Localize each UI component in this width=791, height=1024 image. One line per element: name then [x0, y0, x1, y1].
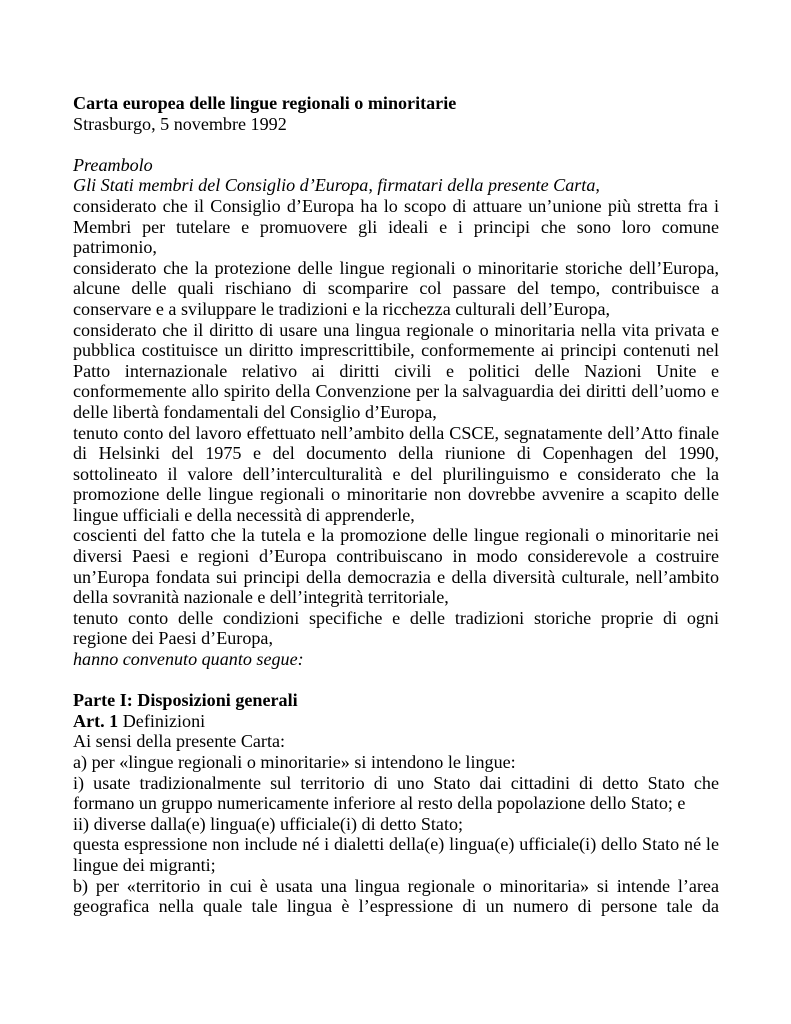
- preamble-line: alcune delle quali rischiano di scomparire col passare del tempo, contribuisce a: [73, 278, 719, 299]
- article-line: questa espressione non include né i dialetti della(e) lingua(e) ufficiale(i) dello Stato né le: [73, 834, 719, 855]
- preamble-line: considerato che il diritto di usare una lingua regionale o minoritaria nella vita privata e: [73, 319, 719, 340]
- preamble-line: delle libertà fondamentali del Consiglio d’Europa,: [73, 401, 437, 422]
- preamble-line: conservare e a sviluppare le tradizioni e la ricchezza culturali dell’Europa,: [73, 298, 611, 319]
- article-title: Definizioni: [118, 710, 206, 731]
- document-title: Carta europea delle lingue regionali o minoritarie: [73, 93, 457, 113]
- preamble-line: lingue ufficiali e della necessità di apprenderle,: [73, 504, 415, 525]
- preamble-line: coscienti del fatto che la tutela e la promozione delle lingue regionali o minoritarie nei: [73, 525, 719, 546]
- preamble-line: patrimonio,: [73, 237, 157, 258]
- preamble-closing: hanno convenuto quanto segue:: [73, 649, 304, 670]
- article-line: Ai sensi della presente Carta:: [73, 731, 286, 752]
- spacer: [73, 670, 719, 691]
- preamble-line: regione dei Paesi d’Europa,: [73, 628, 273, 649]
- preamble-line: di Helsinki del 1975 e del documento della riunione di Copenhagen del 1990,: [73, 443, 719, 464]
- article-line: b) per «territorio in cui è usata una lingua regionale o minoritaria» si intende l’area: [73, 875, 719, 896]
- article-line: lingue dei migranti;: [73, 854, 216, 875]
- preamble-intro: Gli Stati membri del Consiglio d’Europa, firmatari della presente Carta,: [73, 175, 600, 196]
- preamble-line: della sovranità nazionale e dell’integrità territoriale,: [73, 587, 449, 608]
- preamble-line: Patto internazionale relativo ai diritti civili e politici delle Nazioni Unite e: [73, 360, 719, 381]
- document-page: [73, 93, 719, 917]
- article-label: Art. 1: [73, 710, 119, 731]
- preamble-line: tenuto conto delle condizioni specifiche e delle tradizioni storiche proprie di ogni: [73, 607, 719, 628]
- preamble-line: tenuto conto del lavoro effettuato nell’ambito della CSCE, segnatamente dell’Atto finale: [73, 422, 719, 443]
- preamble-line: un’Europa fondata sui principi della democrazia e della diversità culturale, nell’ambito: [73, 566, 719, 587]
- part-heading: Parte I: Disposizioni generali: [73, 690, 298, 711]
- preamble-line: promozione delle lingue regionali o minoritarie non dovrebbe avvenire a scapito delle: [73, 484, 719, 505]
- preamble-line: considerato che il Consiglio d’Europa ha lo scopo di attuare un’unione più stretta fra i: [73, 195, 719, 216]
- article-line: formano un gruppo numericamente inferiore al resto della popolazione dello Stato; e: [73, 793, 686, 814]
- preamble-line: considerato che la protezione delle lingue regionali o minoritarie storiche dell’Europa,: [73, 257, 719, 278]
- spacer: [73, 134, 719, 155]
- preamble-line: sottolineato il valore dell’interculturalità e del plurilinguismo e considerato che la: [73, 463, 719, 484]
- preamble-line: Membri per tutelare e promuovere gli ideali e i principi che sono loro comune: [73, 216, 719, 237]
- preamble-heading: Preambolo: [73, 154, 153, 175]
- article-line: ii) diverse dalla(e) lingua(e) ufficiale(i) di detto Stato;: [73, 813, 464, 834]
- article-line: i) usate tradizionalmente sul territorio di uno Stato dai cittadini di detto Stato che: [73, 772, 719, 793]
- preamble-line: diversi Paesi e regioni d’Europa contribuiscano in modo considerevole a costruire: [73, 546, 719, 567]
- article-line: a) per «lingue regionali o minoritarie» si intendono le lingue:: [73, 752, 516, 772]
- preamble-line: pubblica costituisce un diritto imprescrittibile, conformemente ai principi contenuti nel: [73, 340, 719, 361]
- article-line: geografica nella quale tale lingua è l’espressione di un numero di persone tale da: [73, 896, 719, 917]
- article-heading: [73, 711, 719, 732]
- preamble-line: conformemente allo spirito della Convenzione per la salvaguardia dei diritti dell’uomo e: [73, 381, 719, 402]
- document-place-date: Strasburgo, 5 novembre 1992: [73, 113, 287, 134]
